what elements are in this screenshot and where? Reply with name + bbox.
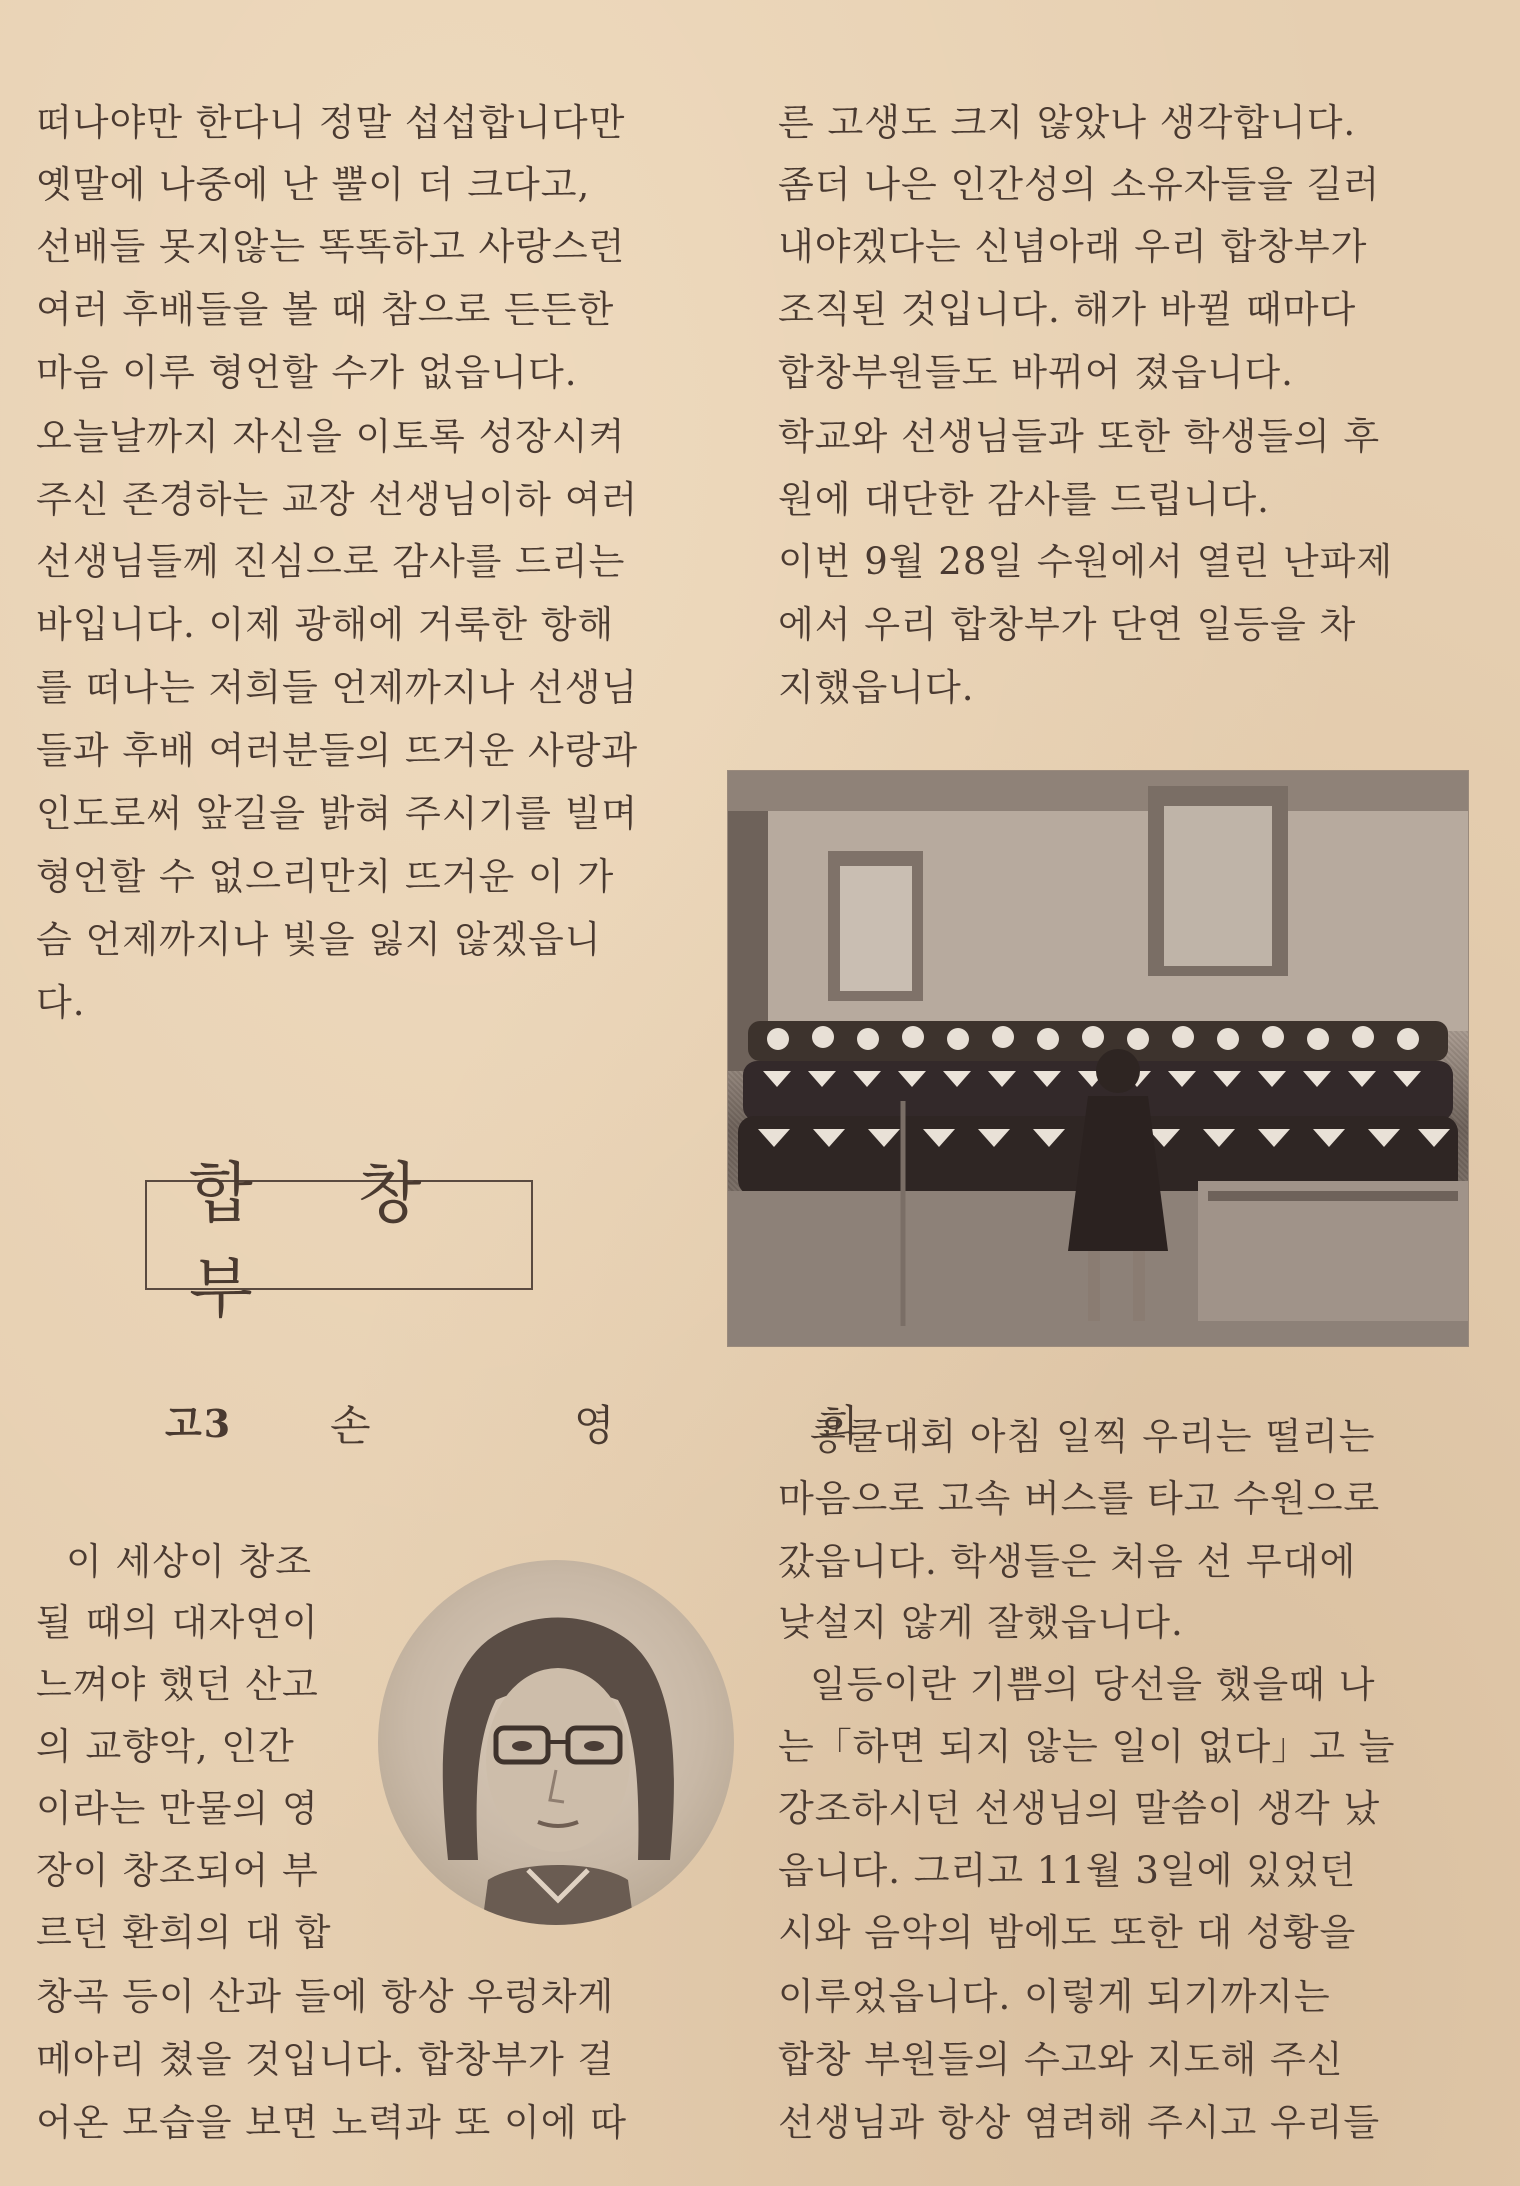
text-line: 이번 9월 28일 수원에서 열린 난파제 <box>778 540 1394 583</box>
text-line: 마음 이루 형언할 수가 없읍니다. <box>36 351 578 394</box>
text-line: 에서 우리 합창부가 단연 일등을 차 <box>778 603 1357 646</box>
text-line: 오늘날까지 자신을 이토록 성장시켜 <box>36 415 626 458</box>
text-line: 지했읍니다. <box>778 666 975 709</box>
text-line: 른 고생도 크지 않았나 생각합니다. <box>778 101 1357 144</box>
text-line: 합창부원들도 바뀌어 졌읍니다. <box>778 351 1294 394</box>
author-portrait-photo <box>378 1560 734 1925</box>
text-line: 마음으로 고속 버스를 타고 수원으로 <box>778 1477 1381 1520</box>
text-line: 어온 모습을 보면 노력과 또 이에 따 <box>36 2101 627 2144</box>
text-line: 강조하시던 선생님의 말씀이 생각 났 <box>778 1787 1381 1830</box>
text-line: 옛말에 나중에 난 뿔이 더 크다고, <box>36 163 591 206</box>
text-line: 르던 환희의 대 합 <box>36 1911 332 1954</box>
text-line: 일등이란 기쁨의 당선을 했을때 나 <box>810 1663 1376 1706</box>
text-line: 여러 후배들을 볼 때 참으로 든든한 <box>36 288 615 331</box>
text-line: 인도로써 앞길을 밝혀 주시기를 빌며 <box>36 792 639 835</box>
text-line: 읍니다. 그리고 11월 3일에 있었던 <box>778 1849 1357 1892</box>
text-line: 다. <box>36 981 86 1024</box>
text-line: 시와 음악의 밤에도 또한 대 성황을 <box>778 1911 1357 1954</box>
text-line: 좀더 나은 인간성의 소유자들을 길러 <box>778 163 1381 206</box>
text-line: 이 세상이 창조 <box>66 1540 312 1583</box>
text-line: 바입니다. 이제 광해에 거룩한 항해 <box>36 603 615 646</box>
text-line: 들과 후배 여러분들의 뜨거운 사랑과 <box>36 729 639 772</box>
section-title-box <box>145 1155 533 1327</box>
text-line: 원에 대단한 감사를 드립니다. <box>778 478 1270 521</box>
text-line: 선생님들께 진심으로 감사를 드리는 <box>36 540 626 583</box>
text-line: 슴 언제까지나 빛을 잃지 않겠읍니 <box>36 918 602 961</box>
text-line: 될 때의 대자연이 <box>36 1601 319 1644</box>
section-title: 합 창 부 <box>189 1155 464 1327</box>
text-line: 주신 존경하는 교장 선생님이하 여러 <box>36 478 639 521</box>
text-line: 낮설지 않게 잘했읍니다. <box>778 1601 1184 1644</box>
choir-performance-photo <box>727 770 1469 1347</box>
text-line: 이루었읍니다. 이렇게 되기까지는 <box>778 1975 1331 2018</box>
text-line: 합창 부원들의 수고와 지도해 주신 <box>778 2038 1344 2081</box>
text-line: 내야겠다는 신념아래 우리 합창부가 <box>778 225 1368 268</box>
text-line: 는「하면 되지 않는 일이 없다」고 늘 <box>778 1725 1396 1768</box>
author-name: 손 영 희 <box>330 1401 954 1450</box>
text-line: 조직된 것입니다. 해가 바뀔 때마다 <box>778 288 1357 331</box>
text-line: 를 떠나는 저희들 언제까지나 선생님 <box>36 666 639 709</box>
author-class: 고3 <box>165 1401 233 1446</box>
text-line: 선배들 못지않는 똑똑하고 사랑스런 <box>36 225 626 268</box>
text-line: 장이 창조되어 부 <box>36 1849 319 1892</box>
text-line: 느껴야 했던 산고 <box>36 1663 319 1706</box>
text-line: 콩쿨대회 아침 일찍 우리는 떨리는 <box>810 1415 1376 1458</box>
text-line: 선생님과 항상 염려해 주시고 우리들 <box>778 2101 1381 2144</box>
portrait-illustration <box>378 1560 734 1925</box>
choir-photo-illustration <box>728 771 1468 1346</box>
text-line: 갔읍니다. 학생들은 처음 선 무대에 <box>778 1540 1357 1583</box>
text-line: 의 교향악, 인간 <box>36 1725 295 1768</box>
text-line: 메아리 쳤을 것입니다. 합창부가 걸 <box>36 2038 615 2081</box>
text-line: 이라는 만물의 영 <box>36 1787 319 1830</box>
text-line: 학교와 선생님들과 또한 학생들의 후 <box>778 415 1381 458</box>
text-line: 떠나야만 한다니 정말 섭섭합니다만 <box>36 101 626 144</box>
text-line: 형언할 수 없으리만치 뜨거운 이 가 <box>36 855 615 898</box>
text-line: 창곡 등이 산과 들에 항상 우렁차게 <box>36 1975 615 2018</box>
